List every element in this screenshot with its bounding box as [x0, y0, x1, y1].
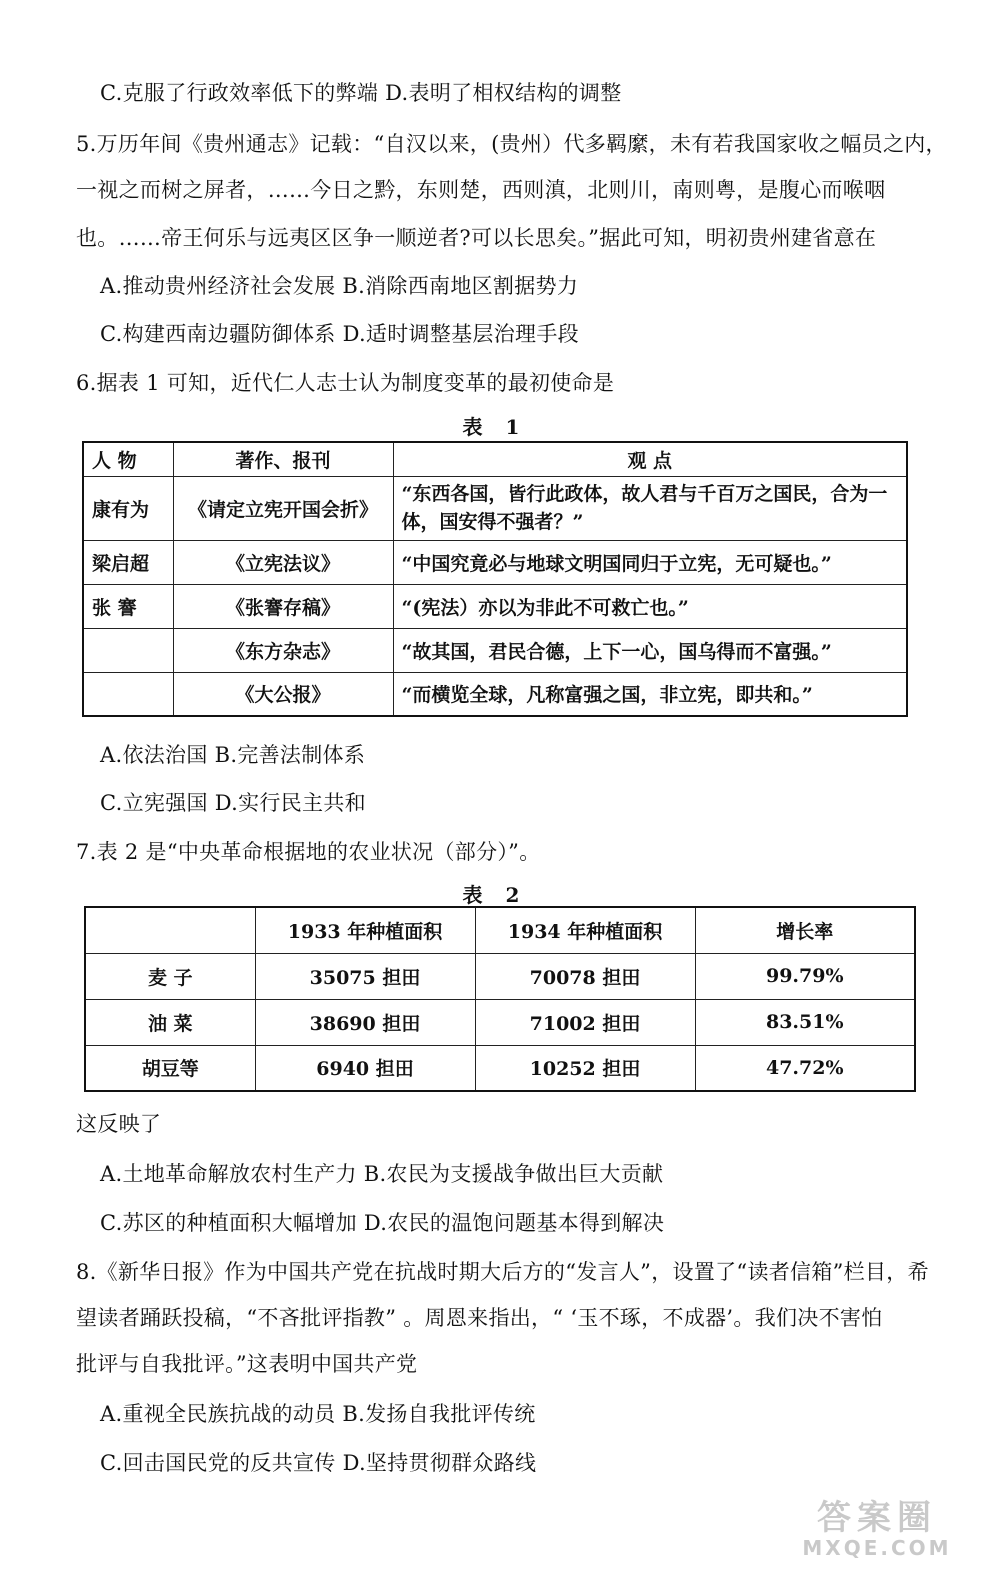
- table1-cell-person: 梁启超: [83, 540, 173, 584]
- watermark-logo: [772, 1499, 982, 1561]
- table2-cell-1934: 70078 担田: [475, 953, 695, 999]
- table2-header-1933: 1933 年种植面积: [255, 907, 475, 953]
- table-row: [85, 1045, 915, 1091]
- table1-cell-person: 康有为: [83, 476, 173, 540]
- table2-header-row: [85, 907, 915, 953]
- q7-options-cd: C.苏区的种植面积大幅增加 D.农民的温饱问题基本得到解决: [100, 1211, 665, 1235]
- q4-options-cd: C.克服了行政效率低下的弊端 D.表明了相权结构的调整: [100, 81, 622, 105]
- watermark-line-1: 答案圈: [817, 1498, 937, 1538]
- table2-cell-crop: 胡豆等: [85, 1045, 255, 1091]
- table-row: [83, 540, 907, 584]
- table-row: [83, 672, 907, 716]
- q8-stem-line-3: 批评与自我批评。”这表明中国共产党: [76, 1352, 418, 1376]
- table2-cell-growth: 99.79%: [695, 953, 915, 999]
- table1-cell-view: “中国究竟必与地球文明国同归于立宪，无可疑也。”: [393, 540, 907, 584]
- table1-header-view: 观 点: [393, 442, 907, 476]
- q5-options-ab: A.推动贵州经济社会发展 B.消除西南地区割据势力: [100, 274, 579, 298]
- table1-cell-work: 《张謇存稿》: [173, 584, 393, 628]
- table1-cell-work: 《大公报》: [173, 672, 393, 716]
- table-row: [83, 628, 907, 672]
- table1-header-row: [83, 442, 907, 476]
- table-row: [83, 584, 907, 628]
- table2-cell-1933: 6940 担田: [255, 1045, 475, 1091]
- table2-header-growth: 增长率: [695, 907, 915, 953]
- table2-caption: 表 2: [462, 883, 528, 907]
- q8-options-ab: A.重视全民族抗战的动员 B.发扬自我批评传统: [100, 1402, 536, 1426]
- table2-header-blank: [85, 907, 255, 953]
- q6-options-ab: A.依法治国 B.完善法制体系: [100, 743, 366, 767]
- table1-cell-work: 《立宪法议》: [173, 540, 393, 584]
- table1-cell-work: 《请定立宪开国会折》: [173, 476, 393, 540]
- table2-cell-growth: 47.72%: [695, 1045, 915, 1091]
- q6-stem: 6.据表 1 可知，近代仁人志士认为制度变革的最初使命是: [76, 371, 615, 395]
- table1-cell-view: “(宪法）亦以为非此不可救亡也。”: [393, 584, 907, 628]
- q7-after-text: 这反映了: [76, 1112, 162, 1136]
- q7-options-ab: A.土地革命解放农村生产力 B.农民为支援战争做出巨大贡献: [100, 1162, 664, 1186]
- q6-options-cd: C.立宪强国 D.实行民主共和: [100, 791, 366, 815]
- table1-cell-view: “而横览全球，凡称富强之国，非立宪，即共和。”: [393, 672, 907, 716]
- q8-stem-line-2: 望读者踊跃投稿，“不吝批评指教” 。周恩来指出，“ ‘玉不琢，不成器’。我们决不害怕: [76, 1306, 883, 1330]
- watermark-line-2: MXQE.COM: [802, 1536, 952, 1560]
- table1-cell-person: [83, 628, 173, 672]
- table2-cell-1933: 35075 担田: [255, 953, 475, 999]
- table-row: [85, 953, 915, 999]
- table-1: [82, 441, 908, 717]
- table1-cell-work: 《东方杂志》: [173, 628, 393, 672]
- table2-header-1934: 1934 年种植面积: [475, 907, 695, 953]
- q5-stem-line-2: 一视之而树之屏者，……今日之黔，东则楚，西则滇，北则川，南则粤，是腹心而喉咽: [76, 178, 886, 202]
- table2-cell-crop: 油 菜: [85, 999, 255, 1045]
- q8-options-cd: C.回击国民党的反共宣传 D.坚持贯彻群众路线: [100, 1451, 537, 1475]
- q7-stem: 7.表 2 是“中央革命根据地的农业状况（部分）”。: [76, 840, 541, 864]
- table1-header-work: 著作、报刊: [173, 442, 393, 476]
- table2-cell-1934: 10252 担田: [475, 1045, 695, 1091]
- table2-cell-1933: 38690 担田: [255, 999, 475, 1045]
- q8-stem-line-1: 8.《新华日报》作为中国共产党在抗战时期大后方的“发言人”，设置了“读者信箱”栏目，希: [76, 1260, 929, 1284]
- table1-cell-person: [83, 672, 173, 716]
- table1-cell-view: “故其国，君民合德，上下一心，国乌得而不富强。”: [393, 628, 907, 672]
- table1-header-person: 人 物: [83, 442, 173, 476]
- table1-caption: 表 1: [462, 415, 528, 439]
- table1-cell-view: “东西各国，皆行此政体，故人君与千百万之国民，合为一体，国安得不强者？”: [393, 476, 907, 540]
- table-row: [85, 999, 915, 1045]
- table-row: [83, 476, 907, 540]
- table1-cell-person: 张 謇: [83, 584, 173, 628]
- table2-cell-1934: 71002 担田: [475, 999, 695, 1045]
- table2-cell-crop: 麦 子: [85, 953, 255, 999]
- q5-options-cd: C.构建西南边疆防御体系 D.适时调整基层治理手段: [100, 322, 579, 346]
- q5-stem-line-3: 也。……帝王何乐与远夷区区争一顺逆者?可以长思矣。”据此可知，明初贵州建省意在: [76, 226, 877, 250]
- table2-cell-growth: 83.51%: [695, 999, 915, 1045]
- q5-stem-line-1: 5.万历年间《贵州通志》记载：“自汉以来，(贵州）代多羁縻，未有若我国家收之幅员之内，: [76, 132, 947, 156]
- table-2: [84, 906, 916, 1092]
